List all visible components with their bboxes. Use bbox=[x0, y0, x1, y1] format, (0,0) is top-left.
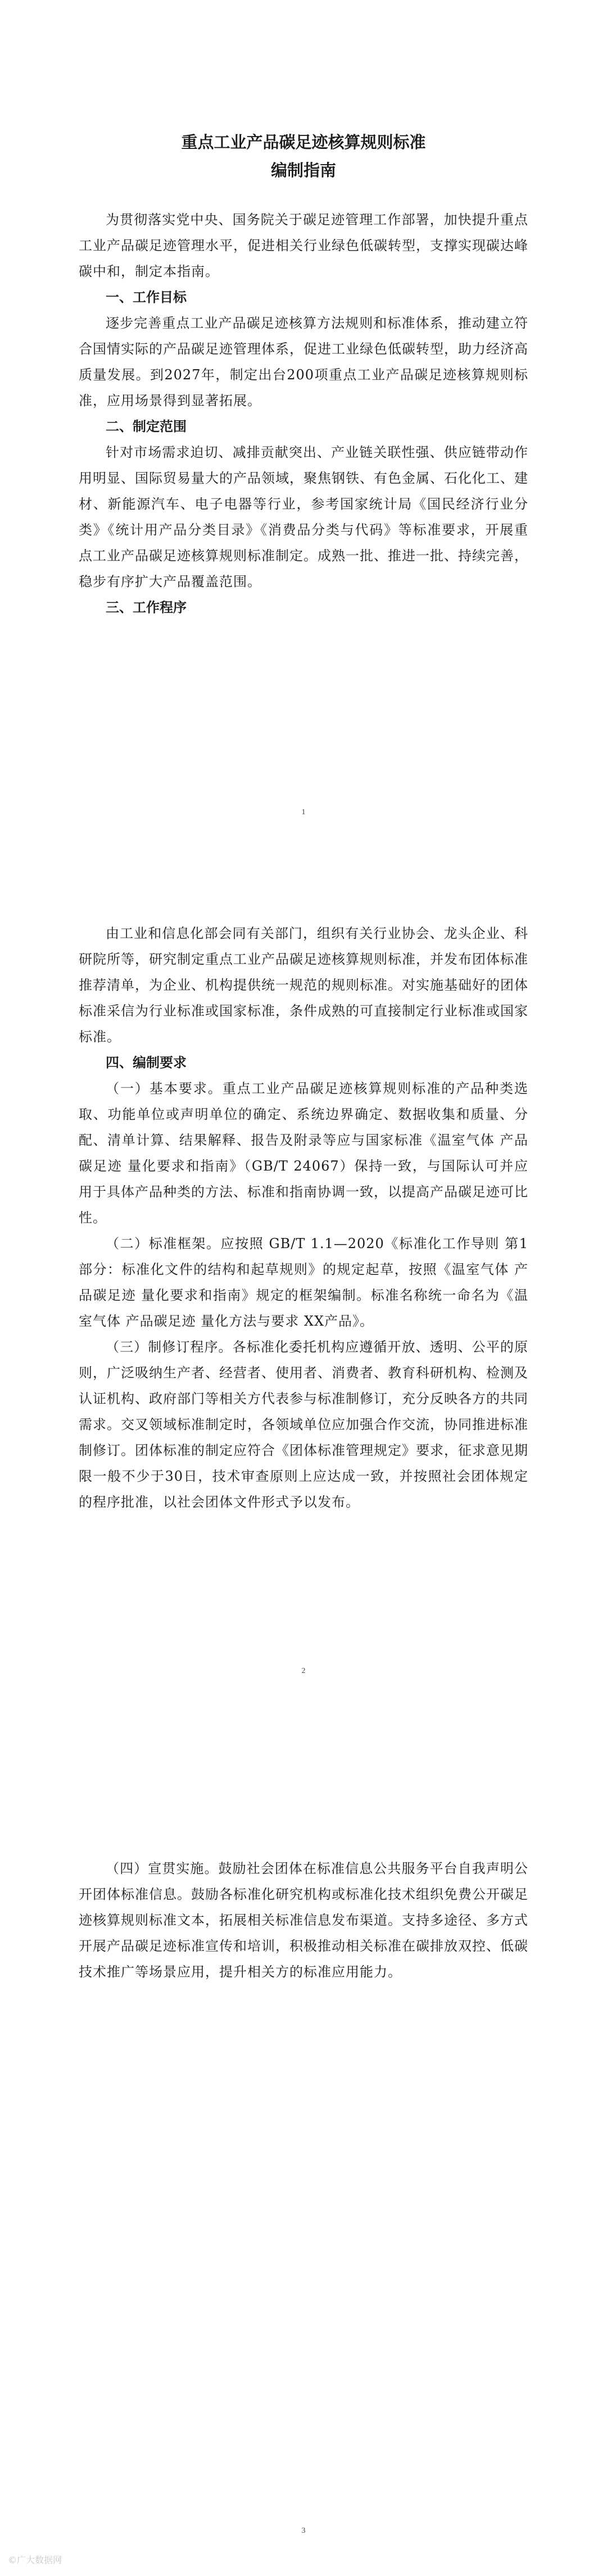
intro-paragraph: 为贯彻落实党中央、国务院关于碳足迹管理工作部署，加快提升重点工业产品碳足迹管理水平，促进相关行业绿色低碳转型，支撑实现碳达峰碳中和，制定本指南。 bbox=[79, 212, 528, 279]
page-2 bbox=[0, 859, 607, 1717]
section-4-item-4: （四）宣贯实施。鼓励社会团体在标准信息公共服务平台自我声明公开团体标准信息。鼓励各标准化研究机构或标准化技术组织免费公开碳足迹核算规则标准文本，拓展相关标准信息发布渠道。支持多途径、多方式开展产品碳足迹标准宣传和培训，积极推动相关标准在碳排放双控、低碳技术推广等场景应用，提升相关方的标准应用能力。 bbox=[79, 1861, 528, 1980]
section-2-heading: 二、制定范围 bbox=[106, 419, 187, 434]
section-4-heading: 四、编制要求 bbox=[106, 1055, 187, 1071]
page-number-2: 2 bbox=[301, 1667, 306, 1675]
watermark: ©广大数据网 bbox=[8, 2555, 62, 2565]
section-3-body: 由工业和信息化部会同有关部门，组织有关行业协会、龙头企业、科研院所等，研究制定重点工业产品碳足迹核算规则标准，并发布团体标准推荐清单，为企业、机构提供统一规范的规则标准。对实施基础好的团体标准采信为行业标准或国家标准，条件成熟的可直接制定行业标准或国家标准。 bbox=[79, 926, 528, 1045]
section-3-heading: 三、工作程序 bbox=[106, 600, 187, 615]
page-number-3: 3 bbox=[301, 2527, 306, 2535]
document-title-line1: 重点工业产品碳足迹核算规则标准 bbox=[181, 133, 426, 152]
page-number-1: 1 bbox=[301, 808, 306, 817]
page-1 bbox=[0, 0, 607, 859]
page-2-content bbox=[79, 920, 528, 1515]
section-1-heading: 一、工作目标 bbox=[106, 289, 187, 305]
section-4-item-3: （三）制修订程序。各标准化委托机构应遵循开放、透明、公平的原则，广泛吸纳生产者、经营者、使用者、消费者、教育科研机构、检测及认证机构、政府部门等相关方代表参与标准制修订，充分反映各方的共同需求。交叉领域标准制定时，各领域单位应加强合作交流，协同推进标准制修订。团体标准的制定应符合《团体标准管理规定》要求，征求意见期限一般不少于30日，技术审查原则上应达成一致，并按照社会团体规定的程序批准，以社会团体文件形式予以发布。 bbox=[79, 1339, 528, 1510]
section-4-item-1: （一）基本要求。重点工业产品碳足迹核算规则标准的产品种类选取、功能单位或声明单位的确定、系统边界确定、数据收集和质量、分配、清单计算、结果解释、报告及附录等应与国家标准《温室气体 产品碳足迹 量化要求和指南》（GB/T 24067）保持一致，与国际认可并应用于具体产品种类的方法、标准和指南协调一致，以提高产品碳足迹可比性。 bbox=[79, 1081, 528, 1226]
page-3 bbox=[0, 1717, 607, 2576]
document-title-line2: 编制指南 bbox=[270, 161, 336, 180]
page-3-content bbox=[79, 1856, 528, 1985]
page-1-content bbox=[79, 128, 528, 620]
section-2-body: 针对市场需求迫切、减排贡献突出、产业链关联性强、供应链带动作用明显、国际贸易量大的产品领域，聚焦钢铁、有色金属、石化化工、建材、新能源汽车、电子电器等行业，参考国家统计局《国民经济行业分类》《统计用产品分类目录》《消费品分类与代码》等标准要求，开展重点工业产品碳足迹核算规则标准制定。成熟一批、推进一批、持续完善，稳步有序扩大产品覆盖范围。 bbox=[79, 445, 528, 589]
section-1-body: 逐步完善重点工业产品碳足迹核算方法规则和标准体系，推动建立符合国情实际的产品碳足迹管理体系，促进工业绿色低碳转型，助力经济高质量发展。到2027年，制定出台200项重点工业产品碳足迹核算规则标准，应用场景得到显著拓展。 bbox=[79, 315, 528, 409]
section-4-item-2: （二）标准框架。应按照 GB/T 1.1—2020《标准化工作导则 第1部分：标准化文件的结构和起草规则》的规定起草，按照《温室气体 产品碳足迹 量化要求和指南》规定的框架编制。标准名称统一命名为《温室气体 产品碳足迹 量化方法与要求 XX产品》。 bbox=[79, 1236, 528, 1329]
